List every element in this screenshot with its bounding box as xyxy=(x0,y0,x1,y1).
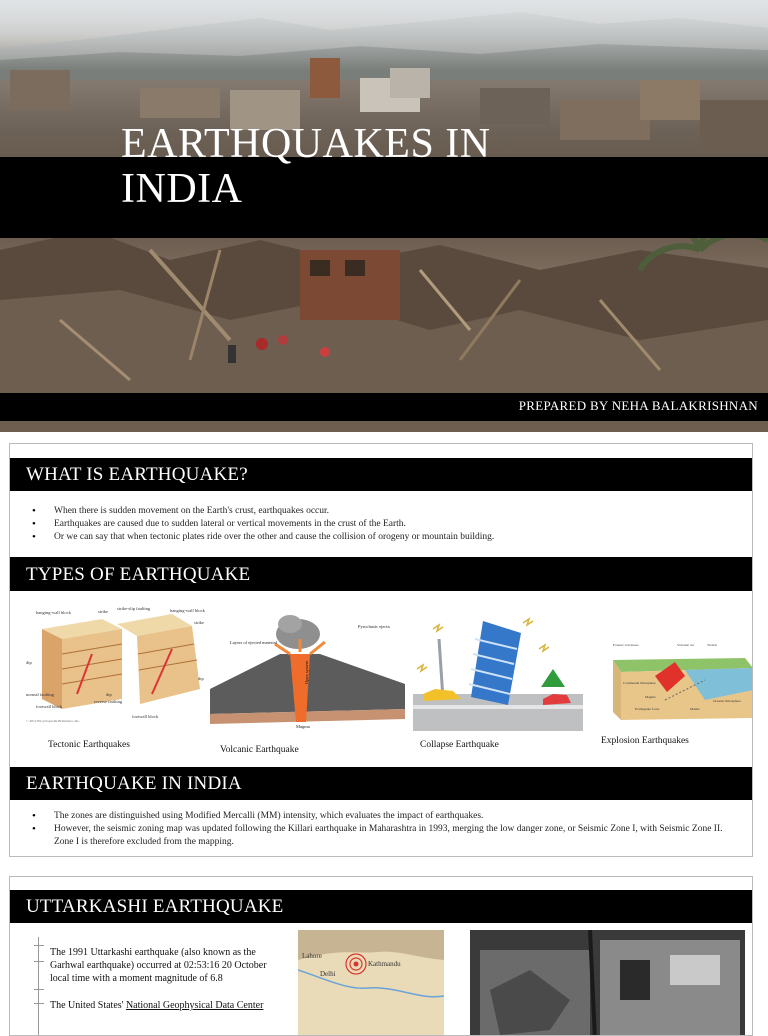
map-label-lahore: Lahore xyxy=(302,952,322,960)
slide-uttarkashi xyxy=(9,876,753,1036)
tectonic-figure xyxy=(22,604,207,724)
explosion-label: Earthquake focus xyxy=(635,707,660,711)
tectonic-label: normal faulting xyxy=(26,692,54,697)
timeline-tick xyxy=(34,989,44,990)
caption-collapse: Collapse Earthquake xyxy=(420,740,499,750)
explosion-label: Continental lithosphere xyxy=(623,681,656,685)
tectonic-label: dip xyxy=(106,692,112,697)
map-label-kathmandu: Kathmandu xyxy=(368,960,401,968)
uttarkashi-text xyxy=(50,946,285,1026)
map-label-delhi: Delhi xyxy=(320,970,336,978)
volcanic-figure xyxy=(210,614,410,729)
india-bullets xyxy=(32,810,744,849)
uttarkashi-para-2 xyxy=(50,999,285,1012)
tectonic-label: strike-slip faulting xyxy=(117,606,151,611)
explosion-label: Trench xyxy=(707,643,717,647)
list-item: • The zones are distinguished using Modified Mercalli (MM) intensity, which evaluates the impact of earthquakes. xyxy=(32,810,744,823)
explosion-label: Magma xyxy=(645,695,656,699)
timeline-tick xyxy=(34,961,44,962)
tectonic-label: hanging-wall block xyxy=(36,610,71,615)
tectonic-label: dip xyxy=(198,676,204,681)
list-item: • However, the seismic zoning map was updated following the Killari earthquake in Maharashtra in 1993, merging the low danger zone, or Seismic Zone I, with Seismic Zone II. Zone I is therefore excluded from the mapping. xyxy=(32,823,744,849)
volcanic-label: Open system xyxy=(304,660,309,684)
list-item: • Or we can say that when tectonic plates ride over the other and cause the collision of orogeny or mountain building. xyxy=(32,531,732,544)
timeline-tick xyxy=(34,1003,44,1004)
damage-photo xyxy=(470,930,745,1036)
tectonic-label: reverse faulting xyxy=(94,699,123,704)
tectonic-label: footwall block xyxy=(132,714,159,719)
explosion-label: Forearc volcanoes xyxy=(613,643,639,647)
types-heading-bar xyxy=(10,557,752,591)
tectonic-label: strike xyxy=(98,609,108,614)
india-heading-bar xyxy=(10,767,752,800)
volcanic-label: Magma xyxy=(296,724,310,729)
ngdc-link[interactable]: National Geophysical Data Center xyxy=(125,1000,264,1011)
timeline-line xyxy=(38,937,39,1036)
explosion-figure xyxy=(595,640,753,730)
india-heading: EARTHQUAKE IN INDIA xyxy=(26,773,242,794)
prepared-by-text: PREPARED BY NEHA BALAKRISHNAN xyxy=(518,398,758,413)
volcanic-label: Layers of ejected material xyxy=(230,640,277,645)
tectonic-label: dip xyxy=(26,660,32,665)
para-2-prefix: The United States' xyxy=(50,1000,126,1011)
caption-volcanic: Volcanic Earthquake xyxy=(220,745,299,755)
tectonic-label: © 2012 Encyclopædia Britannica, Inc. xyxy=(26,719,80,723)
uttarkashi-map xyxy=(298,930,444,1036)
what-is-heading: WHAT IS EARTHQUAKE? xyxy=(26,464,248,485)
tectonic-label: strike xyxy=(194,620,204,625)
what-is-bullets xyxy=(32,505,732,544)
collapse-figure xyxy=(413,609,583,731)
slide-earthquake-overview xyxy=(9,443,753,857)
explosion-label: Volcanic arc xyxy=(677,643,695,647)
explosion-label: Oceanic lithosphere xyxy=(713,699,741,703)
uttarkashi-heading-bar xyxy=(10,890,752,923)
explosion-label: Mantle xyxy=(690,707,700,711)
cover-title: EARTHQUAKES IN INDIA xyxy=(121,121,491,212)
timeline-tick xyxy=(34,945,44,946)
uttarkashi-heading: UTTARKASHI EARTHQUAKE xyxy=(26,896,284,917)
what-is-heading-bar xyxy=(10,458,752,491)
list-item: • Earthquakes are caused due to sudden lateral or vertical movements in the crust of the Earth. xyxy=(32,518,732,531)
caption-explosion: Explosion Earthquakes xyxy=(601,736,689,746)
tectonic-label: footwall block xyxy=(36,704,63,709)
volcanic-label: Pyroclastic ejecta xyxy=(358,624,390,629)
cover-slide xyxy=(0,0,768,432)
uttarkashi-para-1: The 1991 Uttarkashi earthquake (also known as the Garhwal earthquake) occurred at 02:53:16 20 October local time with a moment magnitude of 6.8 xyxy=(50,947,267,984)
types-heading: TYPES OF EARTHQUAKE xyxy=(26,564,251,585)
tectonic-label: hanging-wall block xyxy=(170,608,205,613)
list-item: • When there is sudden movement on the Earth's crust, earthquakes occur. xyxy=(32,505,732,518)
caption-tectonic: Tectonic Earthquakes xyxy=(48,740,130,750)
